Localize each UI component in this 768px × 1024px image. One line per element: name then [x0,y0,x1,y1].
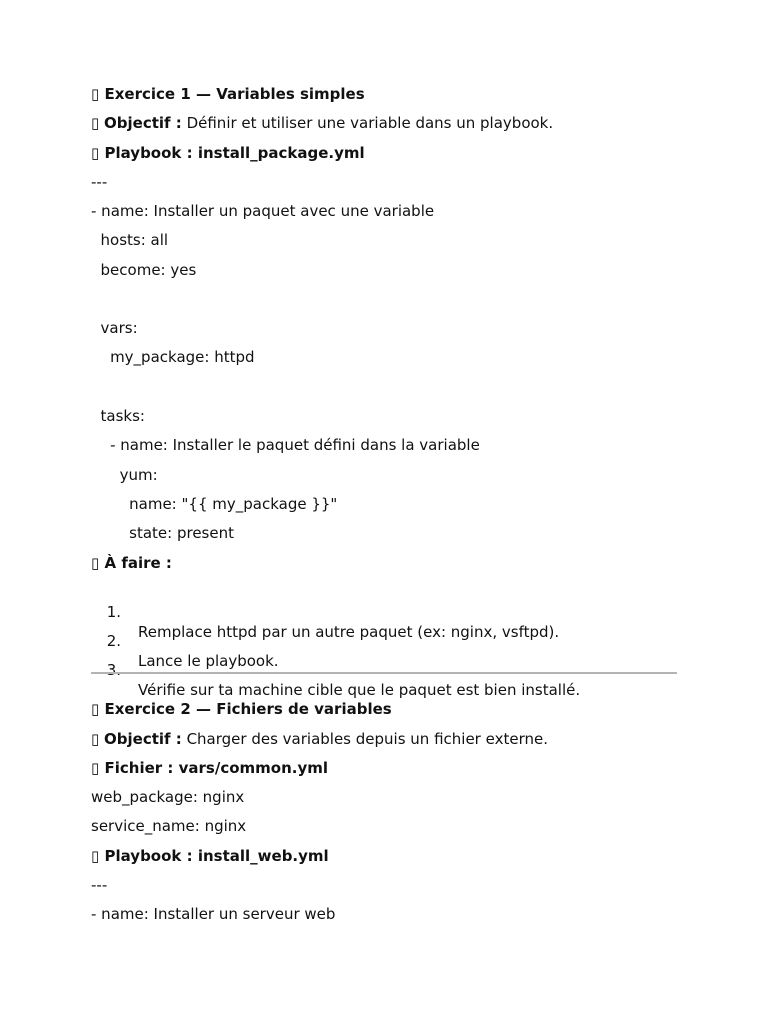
objective-text: Charger des variables depuis un fichier externe. [181,730,548,748]
code-line: tasks: [91,407,145,425]
box-icon: ▯ [91,114,100,132]
todo-item [91,582,691,641]
todo-text: Vérifie sur ta machine cible que le paquet est bien installé. [138,681,581,699]
exercise-2-playbook-label [91,846,329,866]
file-line: service_name: nginx [91,817,247,835]
code-line: hosts: all [91,231,169,249]
horizontal-divider [91,672,677,674]
box-icon: ▯ [91,85,100,103]
exercise-1-todo-label [91,553,172,573]
todo-text: Lance le playbook. [138,652,279,670]
code-line: yum: [91,466,158,484]
exercise-2-title: Exercice 2 — Fichiers de variables [104,700,392,718]
code-line: my_package: httpd [91,348,255,366]
exercise-2-objective [91,729,548,749]
exercise-2-heading [91,699,392,719]
code-line: name: "{{ my_package }}" [91,495,338,513]
todo-label: À faire : [104,554,172,572]
objective-text: Définir et utiliser une variable dans un playbook. [181,114,554,132]
code-line: state: present [91,524,234,542]
objective-label: Objectif : [104,114,182,132]
code-line: - name: Installer un serveur web [91,905,336,923]
objective-label: Objectif : [104,730,182,748]
playbook-label: Playbook : install_web.yml [104,847,329,865]
code-line: - name: Installer un paquet avec une variable [91,202,435,220]
box-icon: ▯ [91,759,100,777]
exercise-1-heading [91,84,365,104]
exercise-1-title: Exercice 1 — Variables simples [104,85,365,103]
box-icon: ▯ [91,730,100,748]
todo-number: 3. [106,661,121,679]
exercise-1-playbook-label [91,143,365,163]
box-icon: ▯ [91,847,100,865]
todo-number: 1. [106,603,121,621]
code-line: vars: [91,319,138,337]
file-line: web_package: nginx [91,788,245,806]
todo-text: Remplace httpd par un autre paquet (ex: nginx, vsftpd). [138,623,560,641]
code-line: - name: Installer le paquet défini dans la variable [91,436,480,454]
code-line: --- [91,876,108,894]
todo-number: 2. [106,632,121,650]
code-line: become: yes [91,261,197,279]
exercise-2-file-label [91,758,328,778]
box-icon: ▯ [91,144,100,162]
code-line: --- [91,173,108,191]
playbook-label: Playbook : install_package.yml [104,144,365,162]
box-icon: ▯ [91,554,100,572]
box-icon: ▯ [91,700,100,718]
exercise-1-objective [91,113,553,133]
file-label: Fichier : vars/common.yml [104,759,329,777]
